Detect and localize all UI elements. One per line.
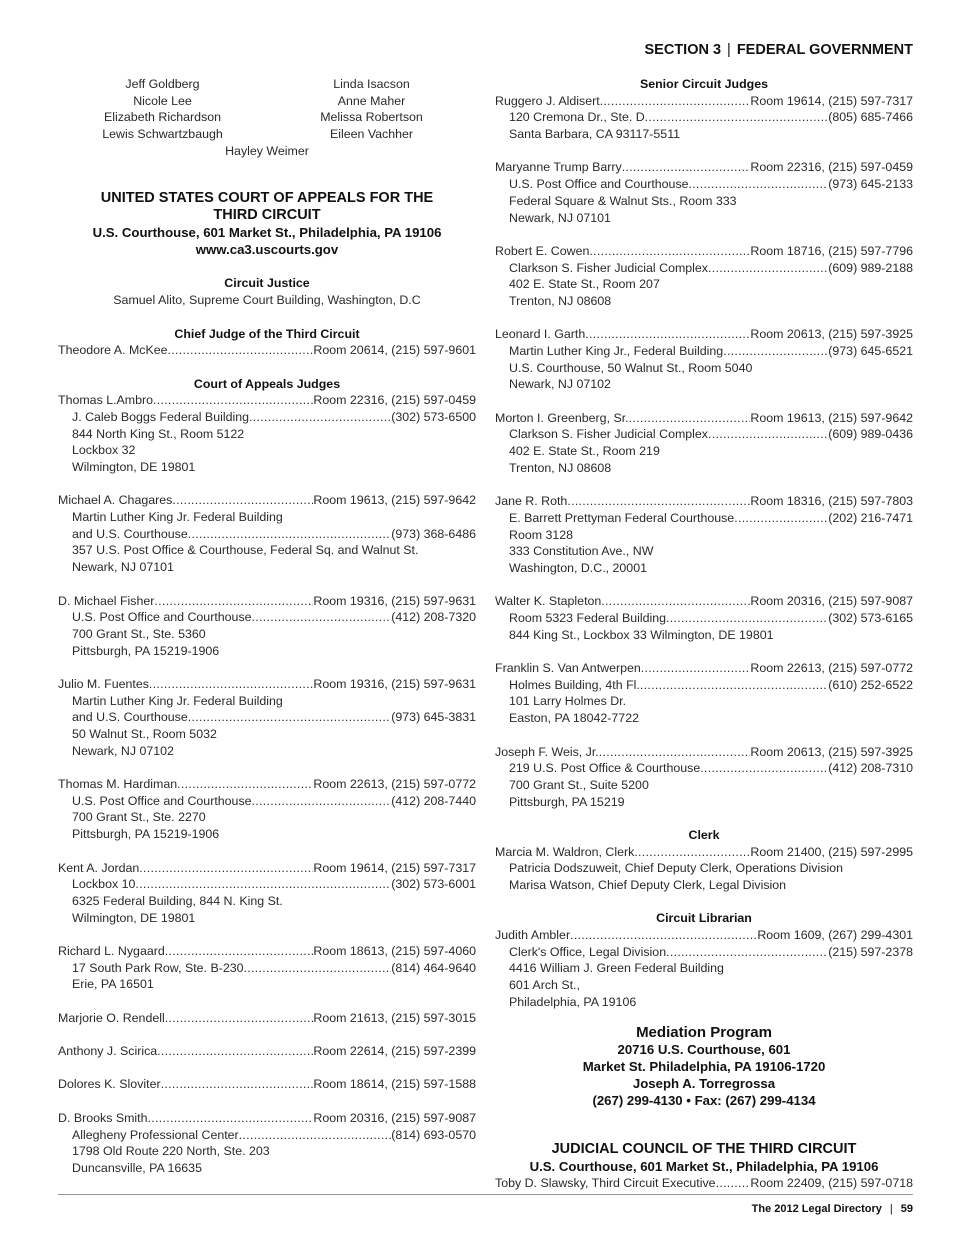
- entry-address: Newark, NJ 07101: [72, 560, 174, 575]
- entry-info: Room 19613, (215) 597-9642: [750, 410, 913, 425]
- entry-address: 700 Grant St., Ste. 2270: [72, 810, 206, 825]
- dot-leader: [161, 1076, 314, 1093]
- entry-sub-phone: (814) 693-0570: [391, 1127, 476, 1142]
- left-column: [58, 76, 476, 1177]
- chief-judge-entry: [58, 342, 476, 359]
- entry-address: 333 Constitution Ave., NW: [509, 544, 654, 559]
- council-title: JUDICIAL COUNCIL OF THE THIRD CIRCUIT: [551, 1140, 857, 1157]
- dot-leader: [139, 860, 313, 877]
- judge-entry: [58, 392, 476, 475]
- staff-name: Eileen Vachher: [329, 127, 414, 142]
- entry-sub-phone: (302) 573-6500: [391, 409, 476, 424]
- mediation-phone: (267) 299-4130 • Fax: (267) 299-4134: [592, 1092, 816, 1108]
- entry-sub-phone: (609) 989-0436: [828, 427, 913, 442]
- court-title: UNITED STATES COURT OF APPEALS FOR THE: [100, 190, 434, 207]
- entry-address: Newark, NJ 07102: [72, 743, 174, 758]
- entry-address: U.S. Courthouse, 50 Walnut St., Room 5040: [509, 360, 753, 375]
- entry-name: Richard L. Nygaard: [58, 943, 165, 958]
- entry-sub-name: 17 South Park Row, Ste. B-230: [72, 960, 244, 975]
- entry-address: Martin Luther King Jr. Federal Building: [72, 510, 283, 525]
- entry-address: 700 Grant St., Ste. 5360: [72, 626, 206, 641]
- court-title-line2: THIRD CIRCUIT: [213, 207, 321, 224]
- entry-name: Ruggero J. Aldisert: [495, 93, 600, 108]
- entry-address: 601 Arch St.,: [509, 978, 580, 993]
- entry-sub-phone: (412) 208-7320: [391, 610, 476, 625]
- entry-sub-phone: (814) 464-9640: [391, 960, 476, 975]
- dot-leader: [600, 93, 751, 110]
- right-column: [495, 76, 913, 1191]
- staff-names-right: [267, 76, 476, 143]
- judge-entry: [495, 93, 913, 143]
- entry-address: Wilmington, DE 19801: [72, 460, 196, 475]
- circuit-justice-heading: Circuit Justice: [224, 276, 310, 291]
- circuit-justice-text: Samuel Alito, Supreme Court Building, Washington, D.C: [113, 293, 421, 308]
- deputy-clerk: Patricia Dodszuweit, Chief Deputy Clerk, Operations Division: [509, 861, 843, 876]
- judge-entry: [58, 492, 476, 575]
- dot-leader: [734, 510, 828, 527]
- entry-address: Lockbox 32: [72, 443, 136, 458]
- dot-leader: [640, 677, 828, 694]
- entry-address: Easton, PA 18042-7722: [509, 711, 639, 726]
- entry-sub-phone: (610) 252-6522: [828, 677, 913, 692]
- entry-sub-name: U.S. Post Office and Courthouse: [72, 793, 252, 808]
- entry-sub-name: 120 Cremona Dr., Ste. D: [509, 110, 645, 125]
- dot-leader: [249, 409, 391, 426]
- dot-leader: [645, 109, 829, 126]
- entry-address: 844 King St., Lockbox 33 Wilmington, DE 19801: [509, 627, 774, 642]
- staff-name: Anne Maher: [337, 93, 406, 108]
- dot-leader: [244, 960, 392, 977]
- judge-entry: [495, 593, 913, 643]
- dot-leader: [149, 676, 314, 693]
- entry-address: 4416 William J. Green Federal Building: [509, 961, 724, 976]
- dot-leader: [165, 943, 314, 960]
- entry-name: Dolores K. Sloviter: [58, 1077, 161, 1092]
- entry-info: Room 18716, (215) 597-7796: [750, 243, 913, 258]
- dot-leader: [153, 392, 313, 409]
- entry-name: Thomas L.Ambro: [58, 393, 154, 408]
- entry-name: Anthony J. Scirica: [58, 1044, 158, 1059]
- judge-entry: [58, 1076, 476, 1093]
- entry-sub-name: Clarkson S. Fisher Judicial Complex: [509, 260, 709, 275]
- entry-sub-phone: (215) 597-2378: [828, 944, 913, 959]
- entry-name: Morton I. Greenberg, Sr.: [495, 410, 629, 425]
- section-header: [645, 42, 914, 58]
- judge-entry: [495, 159, 913, 226]
- entry-sub-phone: (973) 645-3831: [391, 710, 476, 725]
- dot-leader: [154, 593, 313, 610]
- entry-info: Room 22316, (215) 597-0459: [313, 393, 476, 408]
- entry-address: Trenton, NJ 08608: [509, 293, 612, 308]
- dot-leader: [601, 593, 750, 610]
- entry-info: Room 22316, (215) 597-0459: [750, 160, 913, 175]
- staff-name: Lewis Schwartzbaugh: [102, 127, 223, 142]
- entry-address: 402 E. State St., Room 207: [509, 277, 660, 292]
- entry-name: Robert E. Cowen: [495, 243, 590, 258]
- entry-name: Thomas M. Hardiman: [58, 777, 178, 792]
- entry-name: Marcia M. Waldron, Clerk: [495, 844, 635, 859]
- staff-name: Nicole Lee: [133, 93, 192, 108]
- entry-sub-name: Room 5323 Federal Building: [509, 611, 667, 626]
- librarian-heading: Circuit Librarian: [656, 911, 752, 926]
- staff-name: Elizabeth Richardson: [103, 110, 222, 125]
- section-title: FEDERAL GOVERNMENT: [736, 42, 913, 58]
- dot-leader: [570, 927, 757, 944]
- dot-leader: [629, 410, 751, 427]
- dot-leader: [589, 243, 750, 260]
- entry-sub-phone: (973) 368-6486: [391, 526, 476, 541]
- entry-sub-name: E. Barrett Prettyman Federal Courthouse: [509, 510, 735, 525]
- judge-entry: [58, 1110, 476, 1177]
- dot-leader: [252, 793, 392, 810]
- entry-sub-phone: (202) 216-7471: [828, 510, 913, 525]
- entry-name: D. Brooks Smith: [58, 1110, 148, 1125]
- dot-leader: [716, 1175, 751, 1192]
- entry-sub-name: U.S. Post Office and Courthouse: [72, 610, 252, 625]
- entry-info: Room 19614, (215) 597-7317: [313, 860, 476, 875]
- entry-address: Newark, NJ 07102: [509, 377, 611, 392]
- entry-info: Room 20613, (215) 597-3925: [750, 744, 913, 759]
- page-number: 59: [900, 1203, 913, 1215]
- section-number: SECTION 3: [644, 42, 722, 58]
- entry-info: Room 1609, (267) 299-4301: [757, 928, 913, 943]
- entry-info: Room 20316, (215) 597-9087: [750, 594, 913, 609]
- entry-sub-phone: (805) 685-7466: [828, 110, 913, 125]
- council-address: U.S. Courthouse, 601 Market St., Philadelphia, PA 19106: [529, 1158, 879, 1174]
- entry-address: 101 Larry Holmes Dr.: [509, 694, 627, 709]
- judge-entry: [495, 660, 913, 727]
- dot-leader: [708, 426, 828, 443]
- entry-name: Kent A. Jordan: [58, 860, 140, 875]
- judge-entry: [58, 943, 476, 993]
- judge-entry: [495, 493, 913, 576]
- dot-leader: [239, 1127, 392, 1144]
- entry-address: 357 U.S. Post Office & Courthouse, Federal Sq. and Walnut St.: [72, 543, 419, 558]
- entry-name: Jane R. Roth: [495, 494, 568, 509]
- court-website: www.ca3.uscourts.gov: [195, 242, 339, 258]
- staff-name: Jeff Goldberg: [125, 77, 200, 91]
- judge-entry: [58, 860, 476, 927]
- footer-separator: |: [889, 1203, 893, 1215]
- dot-leader: [723, 343, 828, 360]
- page-footer: [752, 1203, 913, 1215]
- mediation-address-line2: Market St. Philadelphia, PA 19106-1720: [582, 1058, 826, 1074]
- dot-leader: [634, 844, 750, 861]
- entry-address: Federal Square & Walnut Sts., Room 333: [509, 193, 737, 208]
- entry-sub-name: Lockbox 10: [72, 877, 136, 892]
- council-executive: [495, 1175, 913, 1192]
- deputy-clerk: Marisa Watson, Chief Deputy Clerk, Legal Division: [509, 878, 787, 893]
- dot-leader: [165, 1010, 314, 1027]
- dot-leader: [708, 260, 828, 277]
- entry-sub-name: Holmes Building, 4th Fl.: [509, 677, 640, 692]
- mediation-address: 20716 U.S. Courthouse, 601: [617, 1041, 791, 1057]
- entry-sub-phone: (302) 573-6165: [828, 611, 913, 626]
- dot-leader: [700, 760, 828, 777]
- dot-leader: [599, 744, 751, 761]
- staff-name: Linda Isacson: [333, 77, 410, 91]
- staff-names-left: [58, 76, 267, 143]
- entry-address: Erie, PA 16501: [72, 977, 154, 992]
- entry-address: Wilmington, DE 19801: [72, 910, 196, 925]
- entry-address: Trenton, NJ 08608: [509, 460, 612, 475]
- judge-entry: [58, 676, 476, 759]
- entry-address: Room 3128: [509, 527, 574, 542]
- footer-rule: [58, 1194, 913, 1195]
- header-separator: |: [727, 42, 731, 58]
- entry-sub-name: Allegheny Professional Center: [72, 1127, 239, 1142]
- chief-judge-heading: Chief Judge of the Third Circuit: [174, 326, 360, 341]
- entry-address: Newark, NJ 07101: [509, 210, 611, 225]
- entry-address: 844 North King St., Room 5122: [72, 426, 245, 441]
- entry-name: Julio M. Fuentes: [58, 676, 149, 691]
- entry-info: Room 20613, (215) 597-3925: [750, 327, 913, 342]
- judge-entry: [58, 1043, 476, 1060]
- entry-info: Room 18316, (215) 597-7803: [750, 494, 913, 509]
- judge-entry: [58, 593, 476, 660]
- entry-info: Room 19316, (215) 597-9631: [313, 593, 476, 608]
- entry-info: Room 19316, (215) 597-9631: [313, 676, 476, 691]
- entry-name: Walter K. Stapleton: [495, 594, 602, 609]
- entry-address: 402 E. State St., Room 219: [509, 444, 660, 459]
- entry-address: 6325 Federal Building, 844 N. King St.: [72, 893, 283, 908]
- mediation-contact: Joseph A. Torregrossa: [632, 1075, 776, 1091]
- senior-judges-heading: Senior Circuit Judges: [639, 77, 769, 91]
- entry-address: Duncansville, PA 16635: [72, 1160, 202, 1175]
- dot-leader: [177, 776, 313, 793]
- entry-sub-phone: (609) 989-2188: [828, 260, 913, 275]
- dot-leader: [585, 326, 750, 343]
- entry-sub-name: J. Caleb Boggs Federal Building: [72, 409, 250, 424]
- entry-sub-name: 219 U.S. Post Office & Courthouse: [509, 761, 701, 776]
- clerk-heading: Clerk: [688, 827, 720, 842]
- staff-name: Hayley Weimer: [225, 143, 309, 158]
- dot-leader: [567, 493, 750, 510]
- entry-info: Room 18614, (215) 597-1588: [313, 1077, 476, 1092]
- entry-sub-phone: (973) 645-2133: [828, 177, 913, 192]
- dot-leader: [666, 944, 828, 961]
- judge-entry: [58, 1010, 476, 1027]
- dot-leader: [168, 342, 314, 359]
- dot-leader: [666, 610, 828, 627]
- entry-info: Room 22613, (215) 597-0772: [313, 777, 476, 792]
- entry-address: Washington, D.C., 20001: [509, 560, 647, 575]
- entry-info: Room 20614, (215) 597-9601: [313, 343, 476, 358]
- staff-names: [58, 76, 476, 143]
- entry-sub-phone: (412) 208-7440: [391, 793, 476, 808]
- entry-address: Pittsburgh, PA 15219: [509, 794, 625, 809]
- staff-name: Melissa Robertson: [320, 110, 423, 125]
- entry-sub-phone: (973) 645-6521: [828, 344, 913, 359]
- entry-sub-phone: (302) 573-6001: [391, 877, 476, 892]
- entry-address: 700 Grant St., Suite 5200: [509, 777, 649, 792]
- entry-sub-name: Clerk's Office, Legal Division: [509, 944, 667, 959]
- entry-name: Maryanne Trump Barry: [495, 160, 622, 175]
- entry-name: Toby D. Slawsky, Third Circuit Executive: [495, 1175, 716, 1190]
- dot-leader: [157, 1043, 313, 1060]
- entry-name: Leonard I. Garth: [495, 327, 586, 342]
- entry-sub-name: Martin Luther King Jr., Federal Building: [509, 344, 724, 359]
- entry-sub-name: and U.S. Courthouse: [72, 710, 188, 725]
- entry-sub-phone: (412) 208-7310: [828, 761, 913, 776]
- entry-sub-name: and U.S. Courthouse: [72, 526, 188, 541]
- entry-name: Theodore A. McKee: [58, 343, 168, 358]
- entry-info: Room 22409, (215) 597-0718: [750, 1175, 913, 1190]
- entry-address: Martin Luther King Jr. Federal Building: [72, 693, 283, 708]
- dot-leader: [188, 526, 392, 543]
- dot-leader: [148, 1110, 314, 1127]
- entry-name: Franklin S. Van Antwerpen: [495, 661, 641, 676]
- entry-address: Philadelphia, PA 19106: [509, 994, 637, 1009]
- appeals-judges-heading: Court of Appeals Judges: [193, 376, 341, 391]
- entry-info: Room 22613, (215) 597-0772: [750, 661, 913, 676]
- judge-entry: [58, 776, 476, 843]
- entry-name: Joseph F. Weis, Jr.: [495, 744, 599, 759]
- dot-leader: [135, 876, 391, 893]
- librarian-entry: [495, 927, 913, 1010]
- entry-info: Room 19613, (215) 597-9642: [313, 493, 476, 508]
- publication-name: The 2012 Legal Directory: [751, 1203, 882, 1215]
- judge-entry: [495, 410, 913, 477]
- dot-leader: [641, 660, 751, 677]
- court-address: U.S. Courthouse, 601 Market St., Philadelphia, PA 19106: [92, 225, 442, 241]
- entry-info: Room 22614, (215) 597-2399: [313, 1044, 476, 1059]
- entry-sub-name: U.S. Post Office and Courthouse: [509, 177, 689, 192]
- entry-address: Pittsburgh, PA 15219-1906: [72, 827, 220, 842]
- entry-info: Room 20316, (215) 597-9087: [313, 1110, 476, 1125]
- entry-address: Santa Barbara, CA 93117-5511: [509, 127, 681, 142]
- dot-leader: [689, 176, 829, 193]
- dot-leader: [622, 159, 751, 176]
- dot-leader: [172, 492, 313, 509]
- clerk-entry: [495, 844, 913, 894]
- entry-address: Pittsburgh, PA 15219-1906: [72, 643, 220, 658]
- dot-leader: [188, 709, 392, 726]
- entry-info: Room 21400, (215) 597-2995: [750, 844, 913, 859]
- entry-sub-name: Clarkson S. Fisher Judicial Complex: [509, 427, 709, 442]
- entry-name: Judith Ambler: [495, 928, 571, 943]
- entry-info: Room 19614, (215) 597-7317: [750, 93, 913, 108]
- entry-name: Marjorie O. Rendell: [58, 1010, 165, 1025]
- judge-entry: [495, 326, 913, 393]
- mediation-title: Mediation Program: [636, 1023, 772, 1041]
- judge-entry: [495, 744, 913, 811]
- judge-entry: [495, 243, 913, 310]
- dot-leader: [252, 609, 392, 626]
- entry-info: Room 18613, (215) 597-4060: [313, 943, 476, 958]
- entry-address: 50 Walnut St., Room 5032: [72, 727, 217, 742]
- entry-info: Room 21613, (215) 597-3015: [313, 1010, 476, 1025]
- entry-name: D. Michael Fisher: [58, 593, 155, 608]
- entry-address: 1798 Old Route 220 North, Ste. 203: [72, 1144, 270, 1159]
- entry-name: Michael A. Chagares: [58, 493, 173, 508]
